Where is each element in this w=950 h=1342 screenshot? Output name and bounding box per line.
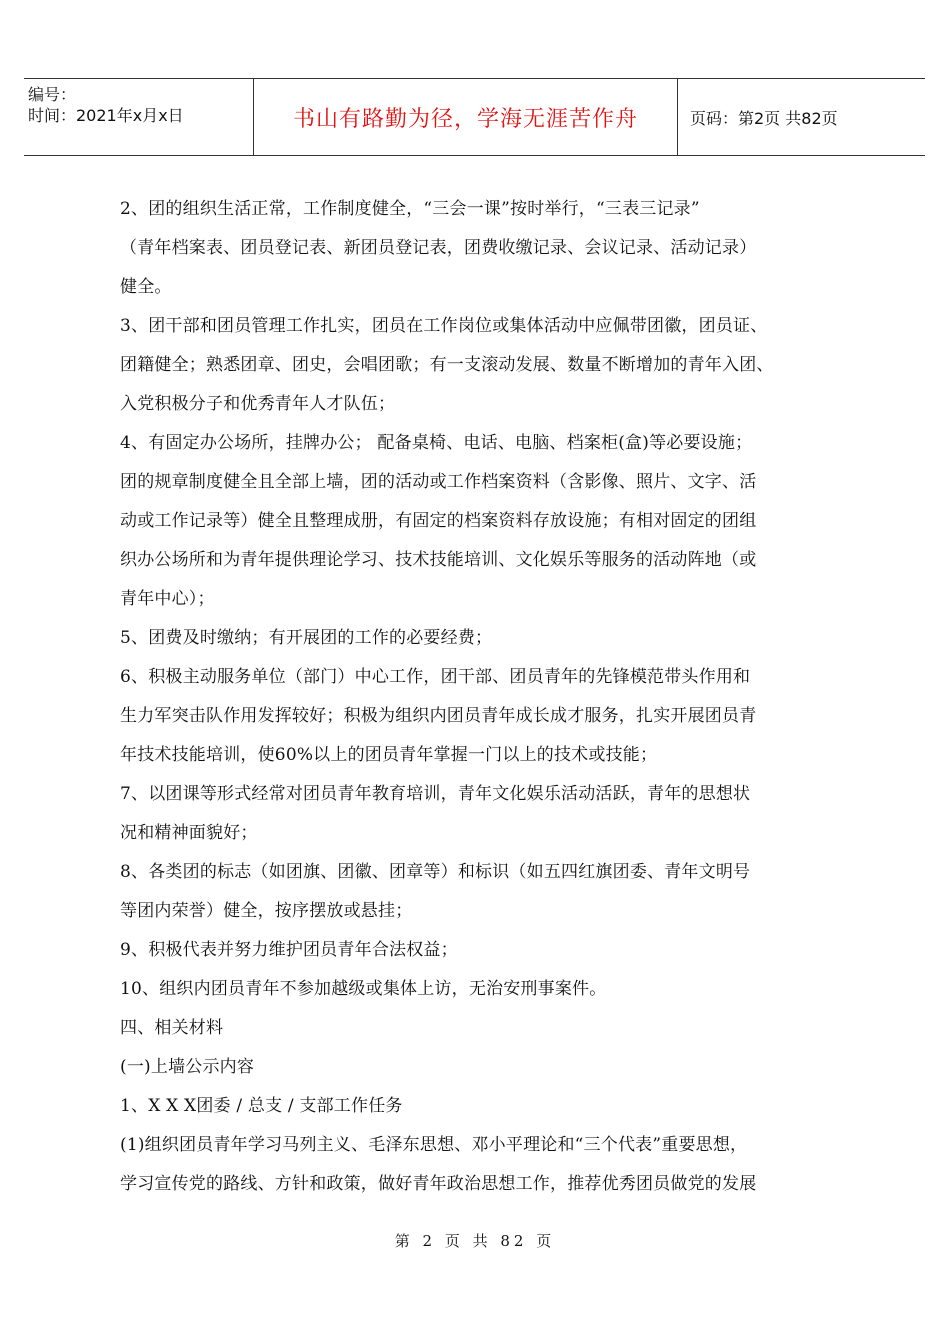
text-line: （青年档案表、团员登记表、新团员登记表，团费收缴记录、会议记录、活动记录） [120, 238, 757, 258]
text-line: 织办公场所和为青年提供理论学习、技术技能培训、文化娱乐等服务的活动阵地（或 [120, 550, 757, 570]
text-line: 2、团的组织生活正常，工作制度健全，“三会一课”按时举行，“三表三记录” [120, 199, 700, 219]
text-line: 入党积极分子和优秀青年人才队伍； [120, 394, 396, 414]
text-line: 8、各类团的标志（如团旗、团徽、团章等）和标识（如五四红旗团委、青年文明号 [120, 862, 751, 882]
document-body [120, 190, 845, 1204]
header-motto: 书山有路勤为径，学海无涯苦作舟 [254, 79, 678, 155]
text-line: 生力军突击队作用发挥较好；积极为组织内团员青年成长成才服务，扎实开展团员青 [120, 706, 757, 726]
text-line: 年技术技能培训，使60%以上的团员青年掌握一门以上的技术或技能； [120, 745, 658, 765]
text-line: 3、团干部和团员管理工作扎实，团员在工作岗位或集体活动中应佩带团徽，团员证、 [120, 316, 768, 336]
text-line: 团的规章制度健全且全部上墙，团的活动或工作档案资料（含影像、照片、文字、活 [120, 472, 757, 492]
text-line: 况和精神面貌好； [120, 823, 258, 843]
text-line: 5、团费及时缴纳；有开展团的工作的必要经费； [120, 628, 493, 648]
page-header [24, 78, 925, 156]
header-meta [24, 79, 254, 155]
page-footer: 第 2 页 共 82 页 [394, 1232, 556, 1250]
text-line: 等团内荣誉）健全，按序摆放或悬挂； [120, 901, 413, 921]
document-number: 编号： [28, 85, 77, 104]
text-line: 动或工作记录等）健全且整理成册，有固定的档案资料存放设施；有相对固定的团组 [120, 511, 757, 531]
subsection-heading: (一)上墙公示内容 [120, 1057, 255, 1077]
text-line: 团籍健全；熟悉团章、团史，会唱团歌；有一支滚动发展、数量不断增加的青年入团、 [120, 355, 774, 375]
item-heading: 1、X X X团委 / 总支 / 支部工作任务 [120, 1096, 403, 1116]
text-line: 学习宣传党的路线、方针和政策，做好青年政治思想工作，推荐优秀团员做党的发展 [120, 1174, 757, 1194]
section-heading: 四、相关材料 [120, 1018, 224, 1038]
text-line: (1)组织团员青年学习马列主义、毛泽东思想、邓小平理论和“三个代表”重要思想， [120, 1135, 748, 1155]
header-page-number: 页码：第2页 共82页 [690, 108, 838, 128]
text-line: 4、有固定办公场所，挂牌办公； 配备桌椅、电话、电脑、档案柜(盒)等必要设施； [120, 433, 753, 453]
text-line: 6、积极主动服务单位（部门）中心工作，团干部、团员青年的先锋模范带头作用和 [120, 667, 751, 687]
text-line: 7、以团课等形式经常对团员青年教育培训，青年文化娱乐活动活跃，青年的思想状 [120, 784, 751, 804]
document-time: 时间：2021年x月x日 [28, 106, 184, 125]
text-line: 9、积极代表并努力维护团员青年合法权益； [120, 940, 458, 960]
text-line: 10、组织内团员青年不参加越级或集体上访，无治安刑事案件。 [120, 979, 607, 999]
text-line: 健全。 [120, 277, 172, 297]
text-line: 青年中心）； [120, 589, 215, 609]
